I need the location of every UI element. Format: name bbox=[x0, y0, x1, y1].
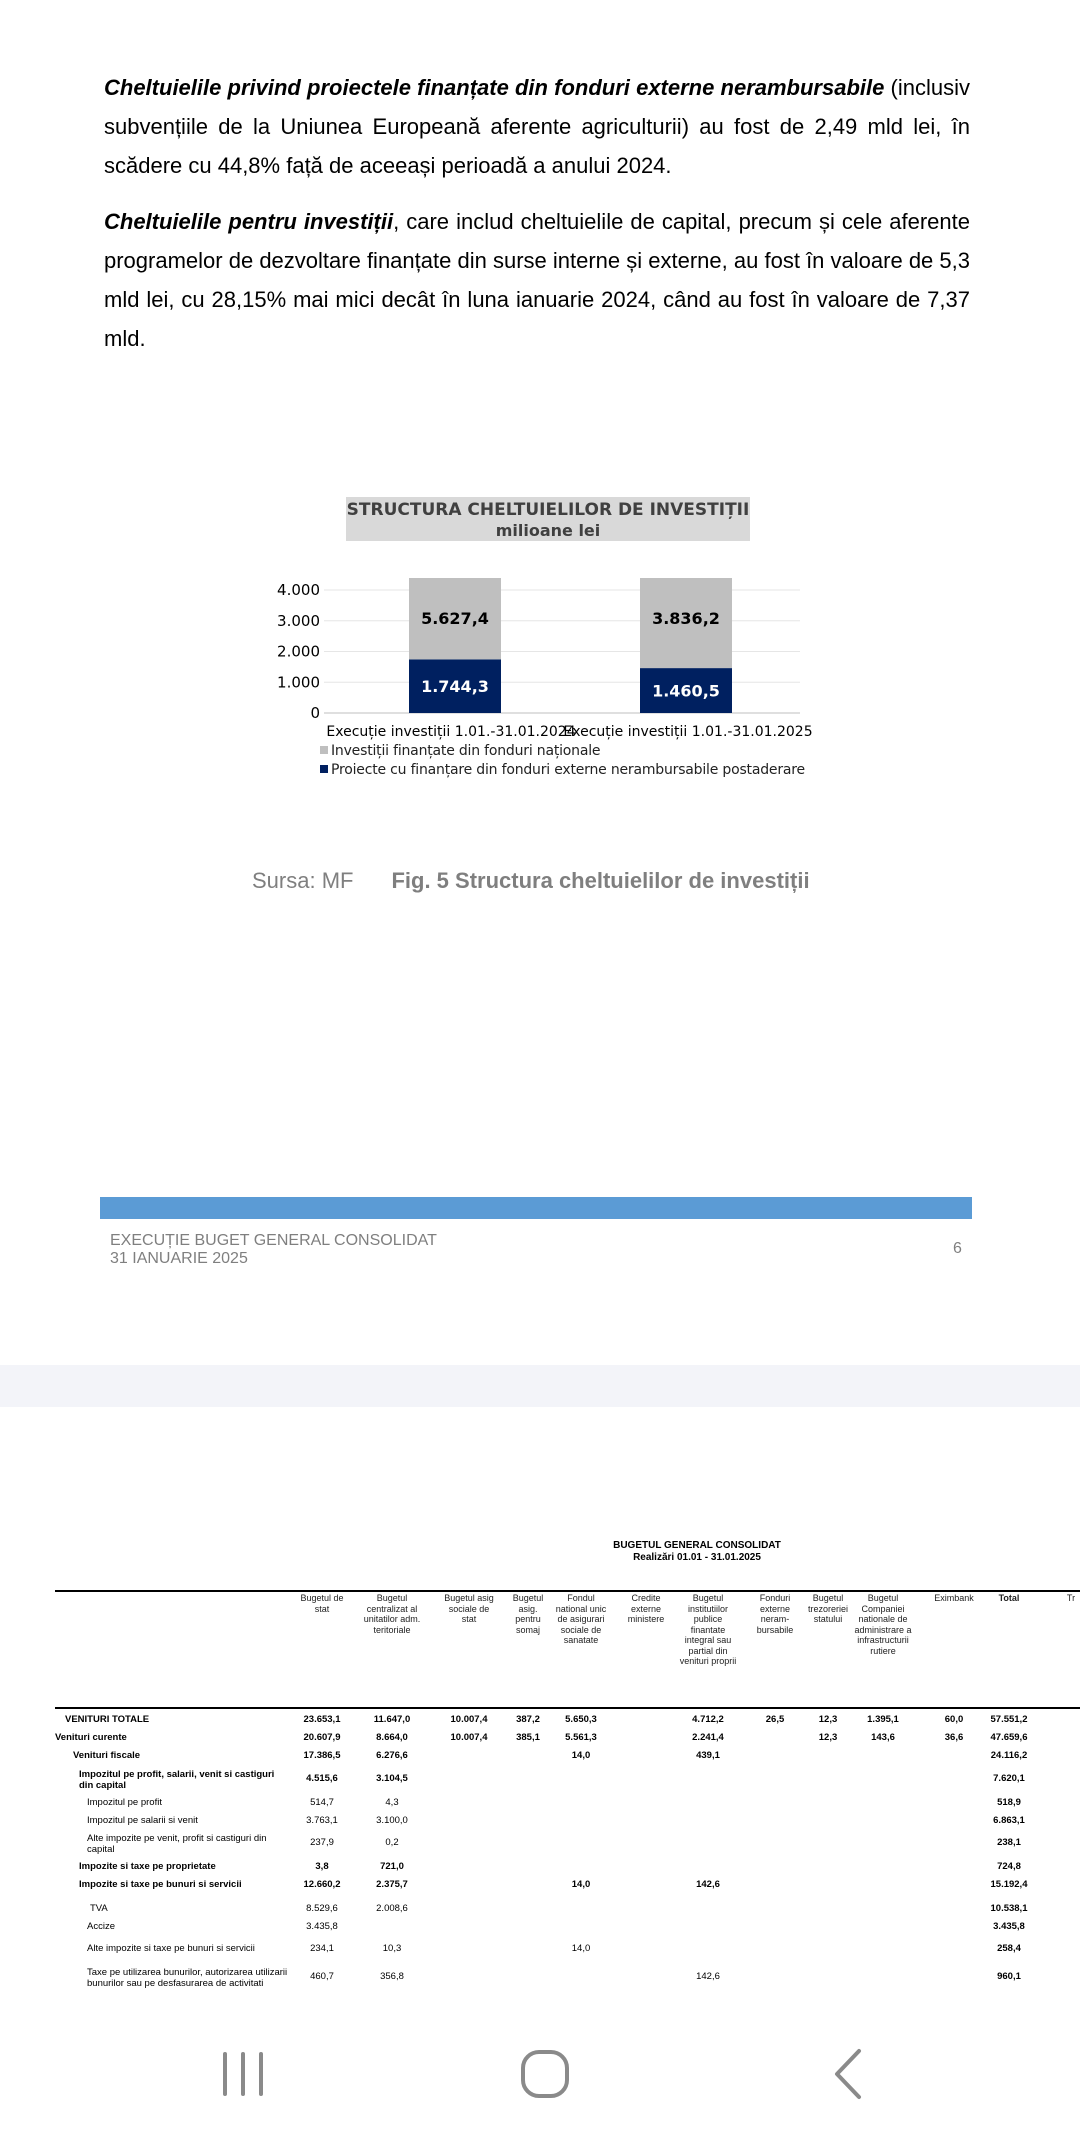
table-cell: 460,7 bbox=[310, 1971, 334, 1982]
back-icon bbox=[787, 2007, 907, 2141]
table-cell: 15.192,4 bbox=[990, 1879, 1028, 1890]
table-cell: 12,3 bbox=[818, 1732, 838, 1743]
table-cell: 60,0 bbox=[944, 1714, 964, 1725]
table-cell: 4,3 bbox=[385, 1797, 399, 1808]
table-cell: 721,0 bbox=[380, 1861, 404, 1872]
table-cell: 12,3 bbox=[818, 1714, 838, 1725]
page-number: 6 bbox=[953, 1240, 962, 1257]
figure-caption bbox=[252, 868, 810, 894]
y-tick-label: 0 bbox=[310, 704, 320, 722]
table-cell: 234,1 bbox=[310, 1943, 334, 1954]
table-cell: 8.664,0 bbox=[376, 1732, 408, 1743]
table-cell: 3.763,1 bbox=[306, 1815, 338, 1826]
table-cell: 4.515,6 bbox=[306, 1773, 338, 1784]
column-header: Fonduri externe neram-bursabile bbox=[756, 1593, 794, 1635]
table-row-label: Impozitul pe profit bbox=[87, 1797, 162, 1808]
data-label: 3.836,2 bbox=[652, 609, 720, 628]
table-cell: 439,1 bbox=[696, 1750, 720, 1761]
table-top-rule bbox=[55, 1590, 1080, 1592]
table-cell: 356,8 bbox=[380, 1971, 404, 1982]
table-cell: 8.529,6 bbox=[306, 1903, 338, 1914]
table-row-label: Venituri curente bbox=[55, 1732, 127, 1743]
table-cell: 3.104,5 bbox=[376, 1773, 408, 1784]
table-cell: 385,1 bbox=[516, 1732, 540, 1743]
table-cell: 3.435,8 bbox=[993, 1921, 1025, 1932]
footer-date: 31 IANUARIE 2025 bbox=[110, 1250, 248, 1267]
recent-apps-icon bbox=[183, 2007, 303, 2141]
x-category-label: Execuție investiții 1.01.-31.01.2024 bbox=[326, 724, 576, 740]
table-cell: 10.538,1 bbox=[990, 1903, 1028, 1914]
table-cell: 724,8 bbox=[997, 1861, 1021, 1872]
table-row-label: Taxe pe utilizarea bunurilor, autorizarea utilizarii bunurilor sau pe desfasurarea de activitati bbox=[87, 1967, 288, 1989]
table-row-label: Alte impozite pe venit, profit si castiguri din capital bbox=[87, 1833, 267, 1855]
paragraph-emphasis: Cheltuielile privind proiectele finanțate din fonduri externe nerambursabile bbox=[104, 75, 885, 100]
table-cell: 6.863,1 bbox=[993, 1815, 1025, 1826]
table-title-main: BUGETUL GENERAL CONSOLIDAT bbox=[613, 1540, 781, 1551]
table-cell: 10.007,4 bbox=[450, 1714, 488, 1725]
table-row-label: Impozitul pe profit, salarii, venit si castiguri din capital bbox=[79, 1769, 275, 1791]
table-row-label: Venituri fiscale bbox=[73, 1750, 141, 1761]
table-cell: 23.653,1 bbox=[303, 1714, 341, 1725]
home-button[interactable] bbox=[485, 2007, 605, 2141]
table-cell: 14,0 bbox=[571, 1943, 591, 1954]
table-row-label: Impozitul pe salarii si venit bbox=[87, 1815, 198, 1826]
column-header: Credite externe ministere bbox=[627, 1593, 665, 1624]
table-cell: 142,6 bbox=[696, 1879, 720, 1890]
table-cell: 26,5 bbox=[765, 1714, 785, 1725]
table-cell: 36,6 bbox=[944, 1732, 964, 1743]
y-tick-label: 1.000 bbox=[277, 673, 320, 692]
table-cell: 5.561,3 bbox=[565, 1732, 597, 1743]
document-page-2 bbox=[0, 1407, 1080, 2007]
table-title bbox=[597, 1540, 797, 1564]
table-cell: 47.659,6 bbox=[990, 1732, 1028, 1743]
table-cell: 3.100,0 bbox=[376, 1815, 408, 1826]
paragraph-external-funds bbox=[104, 68, 970, 185]
table-row-label: Accize bbox=[87, 1921, 115, 1932]
table-cell: 2.008,6 bbox=[376, 1903, 408, 1914]
table-cell: 237,9 bbox=[310, 1837, 334, 1848]
paragraph-emphasis: Cheltuielile pentru investiții bbox=[104, 209, 394, 234]
table-cell: 17.386,5 bbox=[303, 1750, 341, 1761]
recent-apps-button[interactable] bbox=[183, 2007, 303, 2141]
chart-title: STRUCTURA CHELTUIELILOR DE INVESTIȚII bbox=[346, 500, 750, 520]
footer-bar bbox=[100, 1197, 972, 1219]
table-cell: 143,6 bbox=[871, 1732, 895, 1743]
column-header: Fondul national unic de asigurari sociale de sanatate bbox=[555, 1593, 607, 1645]
table-cell: 12.660,2 bbox=[303, 1879, 341, 1890]
investment-structure-chart bbox=[262, 493, 822, 793]
table-cell: 57.551,2 bbox=[990, 1714, 1028, 1725]
data-label: 1.744,3 bbox=[421, 677, 489, 697]
page-footer bbox=[110, 1232, 437, 1268]
y-tick-label: 2.000 bbox=[277, 642, 320, 661]
page-separator bbox=[0, 1365, 1080, 1407]
legend-entry-national-funds bbox=[320, 743, 600, 759]
paragraph-text: (inclusiv subvențiile de la Uniunea Europeană aferente agriculturii) au fost de 2,49 mld lei, în scădere cu 44,8% față de aceeași perioadă a anului 2024. bbox=[104, 75, 971, 178]
table-row-label: Impozite si taxe pe proprietate bbox=[79, 1861, 216, 1872]
table-cell: 10,3 bbox=[382, 1943, 402, 1954]
x-category-label: Execuție investiții 1.01.-31.01.2025 bbox=[563, 724, 813, 740]
table-title-period: Realizări 01.01 - 31.01.2025 bbox=[633, 1552, 761, 1563]
column-header: Eximbank bbox=[934, 1593, 974, 1603]
table-cell: 518,9 bbox=[997, 1797, 1021, 1808]
table-cell: 5.650,3 bbox=[565, 1714, 597, 1725]
back-button[interactable] bbox=[787, 2007, 907, 2141]
table-cell: 142,6 bbox=[696, 1971, 720, 1982]
column-header: Total bbox=[998, 1593, 1020, 1603]
paragraph-investments bbox=[104, 202, 970, 358]
table-cell: 6.276,6 bbox=[376, 1750, 408, 1761]
table-row-label: VENITURI TOTALE bbox=[65, 1714, 150, 1725]
column-header: Bugetul Companiei nationale de administrare a infrastructurii rutiere bbox=[854, 1593, 912, 1656]
table-header-rule bbox=[55, 1707, 1080, 1709]
table-cell: 258,4 bbox=[997, 1943, 1021, 1954]
column-header: Bugetul de stat bbox=[300, 1593, 344, 1614]
column-header: Bugetul centralizat al unitatilor adm. teritoriale bbox=[363, 1593, 421, 1635]
table-cell: 2.241,4 bbox=[692, 1732, 724, 1743]
table-cell: 7.620,1 bbox=[993, 1773, 1025, 1784]
table-cell: 24.116,2 bbox=[990, 1750, 1028, 1761]
caption-figure-title: Fig. 5 Structura cheltuielilor de investiții bbox=[391, 868, 810, 893]
table-cell: 1.395,1 bbox=[867, 1714, 899, 1725]
column-header: Bugetul asig sociale de stat bbox=[444, 1593, 494, 1624]
data-label: 5.627,4 bbox=[421, 609, 489, 628]
table-cell: 3,8 bbox=[315, 1861, 329, 1872]
table-cell: 2.375,7 bbox=[376, 1879, 408, 1890]
table-cell: 0,2 bbox=[385, 1837, 399, 1848]
table-cell: 3.435,8 bbox=[306, 1921, 338, 1932]
column-header: Tr bbox=[1066, 1593, 1076, 1603]
chart-subtitle: milioane lei bbox=[495, 521, 601, 540]
table-cell: 960,1 bbox=[997, 1971, 1021, 1982]
table-cell: 514,7 bbox=[310, 1797, 334, 1808]
table-cell: 387,2 bbox=[516, 1714, 540, 1725]
caption-source: Sursa: MF bbox=[252, 868, 354, 893]
data-label: 1.460,5 bbox=[652, 681, 720, 701]
table-row-label: Alte impozite si taxe pe bunuri si servicii bbox=[87, 1943, 255, 1954]
chart-title-box bbox=[346, 497, 750, 541]
legend-swatch bbox=[320, 746, 328, 754]
legend-label: Proiecte cu finanțare din fonduri externe nerambursabile postaderare bbox=[331, 762, 805, 778]
y-tick-label: 4.000 bbox=[277, 581, 320, 599]
home-icon bbox=[485, 2007, 605, 2141]
table-cell: 20.607,9 bbox=[303, 1732, 341, 1743]
table-cell: 10.007,4 bbox=[450, 1732, 488, 1743]
table-cell: 11.647,0 bbox=[373, 1714, 411, 1725]
paragraph-text: , care includ cheltuielile de capital, precum și cele aferente programelor de dezvoltare finanțate din surse interne și externe, au fost în valoare de 5,3 mld lei, cu 28,15% mai mici decât în luna ianuarie 2024, când au fost în valoare de 7,37 mld. bbox=[104, 209, 970, 351]
legend-swatch bbox=[320, 765, 328, 773]
legend-entry-external-funds bbox=[320, 762, 805, 778]
column-header: Bugetul institutiilor publice finantate integral sau partial din venituri proprii bbox=[679, 1593, 737, 1666]
table-cell: 238,1 bbox=[997, 1837, 1021, 1848]
table-row-label: TVA bbox=[90, 1903, 108, 1914]
table-cell: 14,0 bbox=[571, 1879, 591, 1890]
column-header: Bugetul trezoreriei statului bbox=[807, 1593, 848, 1624]
table-cell: 4.712,2 bbox=[692, 1714, 724, 1725]
column-header: Bugetul asig. pentru somaj bbox=[512, 1593, 544, 1635]
table-cell: 14,0 bbox=[571, 1750, 591, 1761]
footer-title: EXECUȚIE BUGET GENERAL CONSOLIDAT bbox=[110, 1232, 437, 1249]
table-row-label: Impozite si taxe pe bunuri si servicii bbox=[79, 1879, 242, 1890]
legend-label: Investiții finanțate din fonduri naționale bbox=[331, 743, 601, 759]
y-tick-label: 3.000 bbox=[277, 611, 320, 630]
android-navigation-bar bbox=[0, 2007, 1080, 2141]
